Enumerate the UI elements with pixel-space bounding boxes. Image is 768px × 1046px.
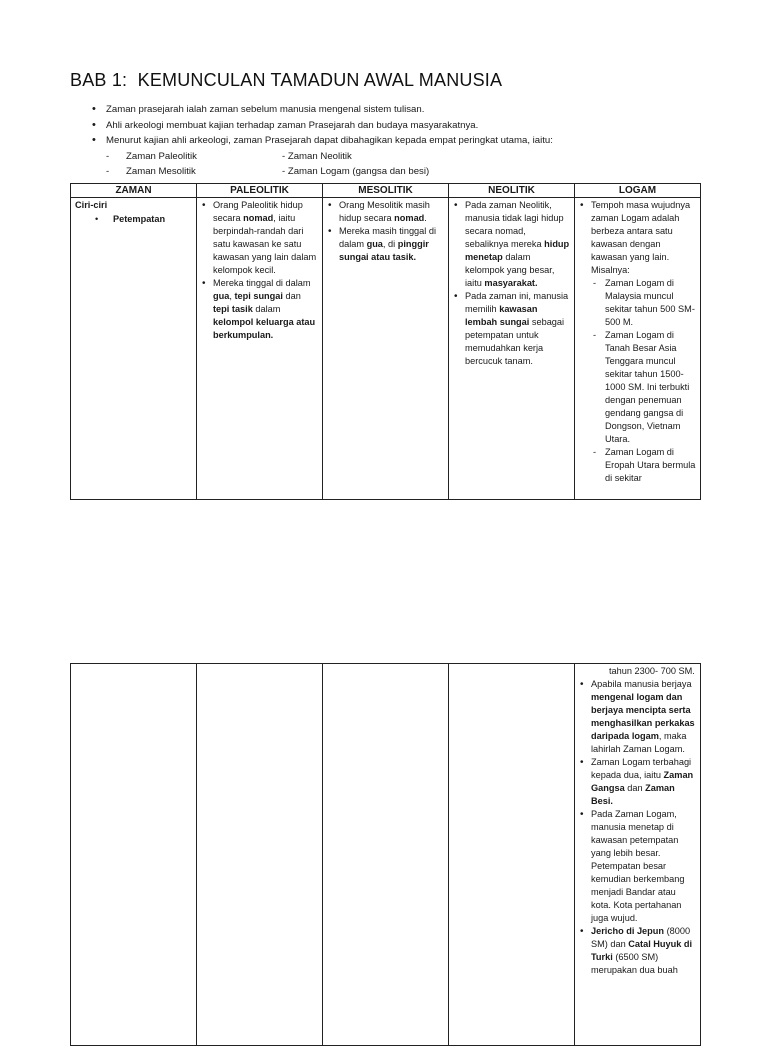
continued-text: tahun 2300- 700 SM. (609, 666, 695, 676)
era-item: Zaman Paleolitik (126, 150, 197, 162)
era-row (92, 149, 752, 165)
cell-neolitik (449, 198, 575, 500)
list-item: • Orang Paleolitik hidup secara nomad, iaitu berpindah-randah dari satu kawasan ke satu kawasan yang lain dalam kelompok kecil. (201, 199, 318, 277)
list-item: • Mereka tinggal di dalam gua, tepi sungai dan tepi tasik dalam kelompol keluarga atau berkumpulan. (201, 277, 318, 342)
sub-item: - Zaman Logam di Eropah Utara bermula di sekitar (591, 446, 696, 485)
header-neolitik: NEOLITIK (449, 184, 575, 198)
cell-logam (575, 664, 701, 1046)
era-item: - Zaman Neolitik (282, 150, 352, 162)
sub-item: - Zaman Logam di Tanah Besar Asia Tenggara muncul sekitar tahun 1500-1000 SM. Ini terbukti dengan penemuan gendang gangsa di Dongson, Vietnam Utara. (591, 329, 696, 446)
dash: - (106, 150, 110, 162)
era-row (92, 164, 752, 180)
intro-bullet: • Zaman prasejarah ialah zaman sebelum manusia mengenal sistem tulisan. (92, 102, 752, 118)
list-item: • Jericho di Jepun (8000 SM) dan Catal Huyuk di Turki (6500 SM) merupakan dua buah (579, 925, 696, 977)
cell-mesolitik (323, 664, 449, 1046)
list-item: • Pada zaman Neolitik, manusia tidak lagi hidup secara nomad, sebaliknya mereka hidup menetap dalam kelompok yang besar, iaitu masyarakat. (453, 199, 570, 290)
header-mesolitik: MESOLITIK (323, 184, 449, 198)
table-row (71, 664, 701, 1046)
table-row (71, 198, 701, 500)
petempatan-label: • Petempatan (75, 213, 192, 226)
list-item: • Zaman Logam terbahagi kepada dua, iaitu Zaman Gangsa dan Zaman Besi. (579, 756, 696, 808)
cell-neolitik (449, 664, 575, 1046)
cell-zaman (71, 664, 197, 1046)
cell-mesolitik (323, 198, 449, 500)
header-paleolitik: PALEOLITIK (197, 184, 323, 198)
intro-list (92, 102, 752, 149)
intro-section (92, 102, 752, 180)
table-header-row (71, 184, 701, 198)
intro-bullet: • Menurut kajian ahli arkeologi, zaman Prasejarah dapat dibahagikan kepada empat peringkat utama, iaitu: (92, 133, 752, 149)
list-item: • Apabila manusia berjaya mengenal logam dan berjaya mencipta serta menghasilkan perkakas daripada logam, maka lahirlah Zaman Logam. (579, 678, 696, 756)
list-item: • Orang Mesolitik masih hidup secara nomad. (327, 199, 444, 225)
cell-paleolitik (197, 664, 323, 1046)
cell-paleolitik (197, 198, 323, 500)
comparison-table-continued (70, 663, 701, 1046)
header-zaman: ZAMAN (71, 184, 197, 198)
header-logam: LOGAM (575, 184, 701, 198)
page-title: BAB 1: KEMUNCULAN TAMADUN AWAL MANUSIA (70, 70, 503, 90)
cell-logam (575, 198, 701, 500)
era-item: - Zaman Logam (gangsa dan besi) (282, 166, 430, 177)
list-item: • Pada Zaman Logam, manusia menetap di kawasan petempatan yang lebih besar. Petempatan besar kemudian berkembang menjadi Bandar atau kota. Kota pertahanan juga wujud. (579, 808, 696, 925)
ciri-label: Ciri-ciri (75, 200, 108, 210)
list-item: • Pada zaman ini, manusia memilih kawasan lembah sungai sebagai petempatan untuk memudahkan kerja bercucuk tanam. (453, 290, 570, 368)
comparison-table (70, 183, 701, 500)
list-item: • Tempoh masa wujudnya zaman Logam adalah berbeza antara satu kawasan dengan kawasan yang lain. Misalnya: - Zaman Logam di Malaysia muncul sekitar tahun 500 SM- 500 M. - Zaman Logam di Tanah Besar Asia Tenggara muncul sekitar tahun 1500-1000 SM. Ini terbukti dengan penemuan gendang gangsa di Dongson, Vietnam Utara. - Zaman Logam di Eropah Utara bermula di sekitar (579, 199, 696, 485)
era-item: Zaman Mesolitik (126, 166, 196, 177)
intro-bullet: • Ahli arkeologi membuat kajian terhadap zaman Prasejarah dan budaya masyarakatnya. (92, 118, 752, 134)
sub-item: - Zaman Logam di Malaysia muncul sekitar tahun 500 SM- 500 M. (591, 277, 696, 329)
list-item: • Mereka masih tinggal di dalam gua, di pinggir sungai atau tasik. (327, 225, 444, 264)
dash: - (106, 166, 110, 177)
cell-zaman (71, 198, 197, 500)
